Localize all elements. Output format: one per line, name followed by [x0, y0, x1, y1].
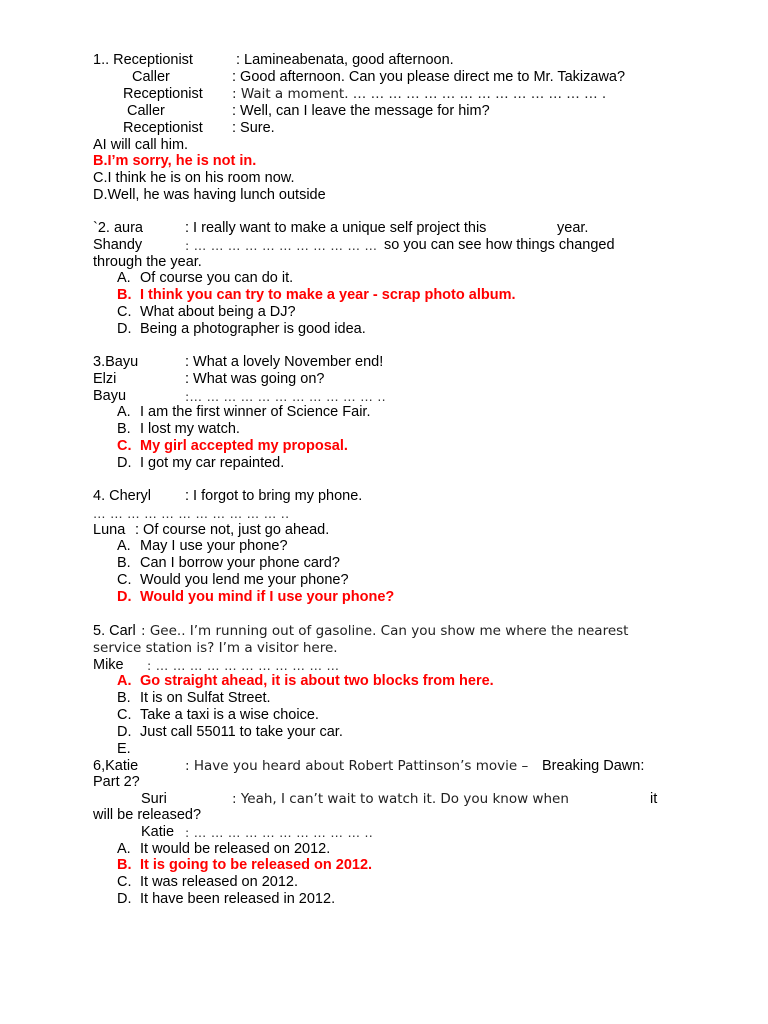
q1-line-5: : Sure. — [232, 120, 275, 136]
q3-line-1: : What a lovely November end! — [185, 354, 384, 370]
q1-line-2: : Good afternoon. Can you please direct me to Mr. Takizawa? — [232, 69, 626, 85]
q3-line-3-blank: :… … … … … … … … … … … .. — [185, 389, 386, 404]
q5-speaker-mike: Mike — [93, 657, 124, 673]
q1-line-4: : Well, can I leave the message for him? — [232, 103, 490, 119]
q4-speaker-cheryl: 4. Cheryl — [93, 488, 152, 504]
q2-line-1-end: year. — [557, 220, 589, 236]
q3-line-2: : What was going on? — [185, 371, 325, 387]
q2-line-2-blank: : … … … … … … … … … … … — [185, 238, 378, 253]
q5-line-2: service station is? I’m a visitor here. — [93, 640, 338, 656]
q3-speaker-bayu-2: Bayu — [93, 388, 127, 404]
q2-speaker-aura: `2. aura — [93, 220, 143, 236]
q2-line-1: : I really want to make a unique self project this — [185, 220, 487, 236]
q6-speaker-suri: Suri — [141, 791, 167, 807]
q6-line-3-end: it — [650, 791, 658, 807]
q6-line-2: Part 2? — [93, 774, 140, 790]
q6-line-3: : Yeah, I can’t wait to watch it. Do you know when — [232, 791, 569, 807]
q6-speaker-katie-2: Katie — [141, 824, 175, 840]
q6-speaker-katie: 6,Katie — [93, 758, 139, 774]
q1-speaker-receptionist-3: Receptionist — [123, 120, 203, 136]
q1-speaker-caller: Caller — [132, 69, 170, 85]
q1-option-b-answer: B.I’m sorry, he is not in. — [93, 153, 257, 169]
q4-speaker-luna: Luna — [93, 522, 126, 538]
q5-line-3-blank: : … … … … … … … … … … … — [147, 658, 340, 673]
q1-option-c: C.I think he is on his room now. — [93, 170, 295, 186]
q1-line-3-blank: : Wait a moment. … … … … … … … … … … … … … … . — [232, 86, 607, 102]
q1-line-6: AI will call him. — [93, 137, 189, 153]
q4-line-3: : Of course not, just go ahead. — [135, 522, 330, 538]
q6-line-1-end: Breaking Dawn: — [542, 758, 645, 774]
q6-line-1: : Have you heard about Robert Pattinson’s movie – — [185, 758, 529, 774]
q3-speaker-bayu: 3.Bayu — [93, 354, 139, 370]
q4-line-1: : I forgot to bring my phone. — [185, 488, 363, 504]
q1-line-1: : Lamineabenata, good afternoon. — [236, 52, 454, 68]
q1-speaker-caller-2: Caller — [127, 103, 165, 119]
q5-speaker-carl: 5. Carl — [93, 623, 136, 639]
q3-speaker-elzi: Elzi — [93, 371, 117, 387]
q6-line-4: will be released? — [93, 807, 202, 823]
q2-speaker-shandy: Shandy — [93, 237, 143, 253]
q1-speaker-receptionist-2: Receptionist — [123, 86, 203, 102]
q4-line-2-blank: … … … … … … … … … … … .. — [93, 506, 290, 521]
q2-line-3: through the year. — [93, 254, 202, 270]
q5-line-1: : Gee.. I’m running out of gasoline. Can you show me where the nearest — [141, 623, 629, 639]
q1-speaker-receptionist: 1.. Receptionist — [93, 52, 193, 68]
q1-option-d: D.Well, he was having lunch outside — [93, 187, 326, 203]
q2-line-2: so you can see how things changed — [384, 237, 615, 253]
q6-line-5-blank: : … … … … … … … … … … .. — [185, 825, 374, 840]
